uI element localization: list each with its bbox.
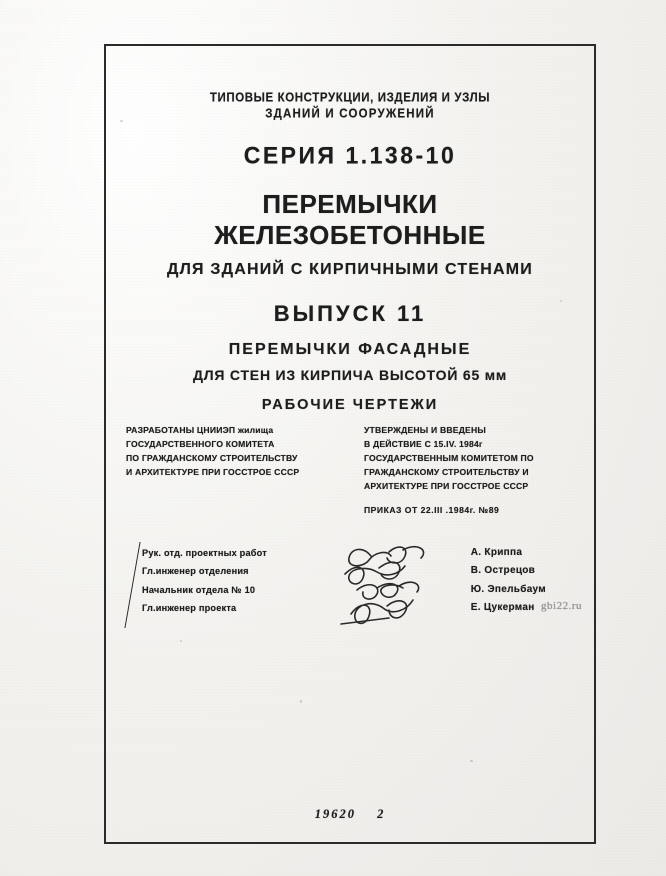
header-line-1: ТИПОВЫЕ КОНСТРУКЦИИ, ИЗДЕЛИЯ И УЗЛЫ [209,91,491,105]
credits-columns [126,424,574,518]
signatory-name: А. Криппа [470,547,523,558]
document-subtitle: ДЛЯ ЗДАНИЙ С КИРПИЧНЫМИ СТЕНАМИ [167,261,533,278]
signature-block [128,544,574,654]
developer-line: ПО ГРАЖДАНСКОМУ СТРОИТЕЛЬСТВУ [126,452,298,463]
document-title: ПЕРЕМЫЧКИ ЖЕЛЕЗОБЕТОННЫЕ [214,189,486,250]
approval-line: АРХИТЕКТУРЕ ПРИ ГОССТРОЕ СССР [364,480,529,491]
document-kind: РАБОЧИЕ ЧЕРТЕЖИ [261,397,439,413]
issue-subtitle: ПЕРЕМЫЧКИ ФАСАДНЫЕ [228,341,472,358]
signatory-role: Гл.инженер проекта [142,603,237,614]
footer-number: 19620 [314,807,356,821]
approval-line: ГОСУДАРСТВЕННЫМ КОМИТЕТОМ ПО [364,452,534,463]
approval-line: В ДЕЙСТВИЕ С 15.IV. 1984г [364,438,483,449]
issue-subtitle-secondary: ДЛЯ СТЕН ИЗ КИРПИЧА ВЫСОТОЙ 65 мм [192,367,508,383]
signatory-role: Рук. отд. проектных работ [142,548,267,558]
signatory-role: Гл.инженер отделения [142,566,249,577]
signatory-roles [142,544,267,618]
footer-page: 2 [377,807,386,821]
developer-line: ГОСУДАРСТВЕННОГО КОМИТЕТА [126,438,275,449]
signatory-name: В. Острецов [470,565,536,577]
approval-line: УТВЕРЖДЕНЫ И ВВЕДЕНЫ [364,425,486,435]
issue-number: ВЫПУСК 11 [273,301,427,326]
approval-block [364,424,574,518]
signatory-name: Е. Цукерман [470,602,535,614]
header-line-2: ЗДАНИЙ И СООРУЖЕНИЙ [265,107,435,121]
signatory-role: Начальник отдела № 10 [142,584,256,595]
developer-line: РАЗРАБОТАНЫ ЦНИИЭП жилища [126,425,274,435]
signatory-names [471,544,546,618]
watermark: gbi22.ru [541,600,582,612]
signatory-name: Ю. Эпельбаум [470,583,546,595]
series-number: СЕРИЯ 1.138-10 [243,141,457,169]
developer-block [126,424,326,518]
document-content [104,44,596,844]
footer-code [104,807,596,822]
approval-order: ПРИКАЗ ОТ 22.III .1984г. №89 [364,504,500,515]
approval-line: ГРАЖДАНСКОМУ СТРОИТЕЛЬСТВУ И [364,466,529,477]
developer-line: И АРХИТЕКТУРЕ ПРИ ГОССТРОЕ СССР [126,466,300,477]
